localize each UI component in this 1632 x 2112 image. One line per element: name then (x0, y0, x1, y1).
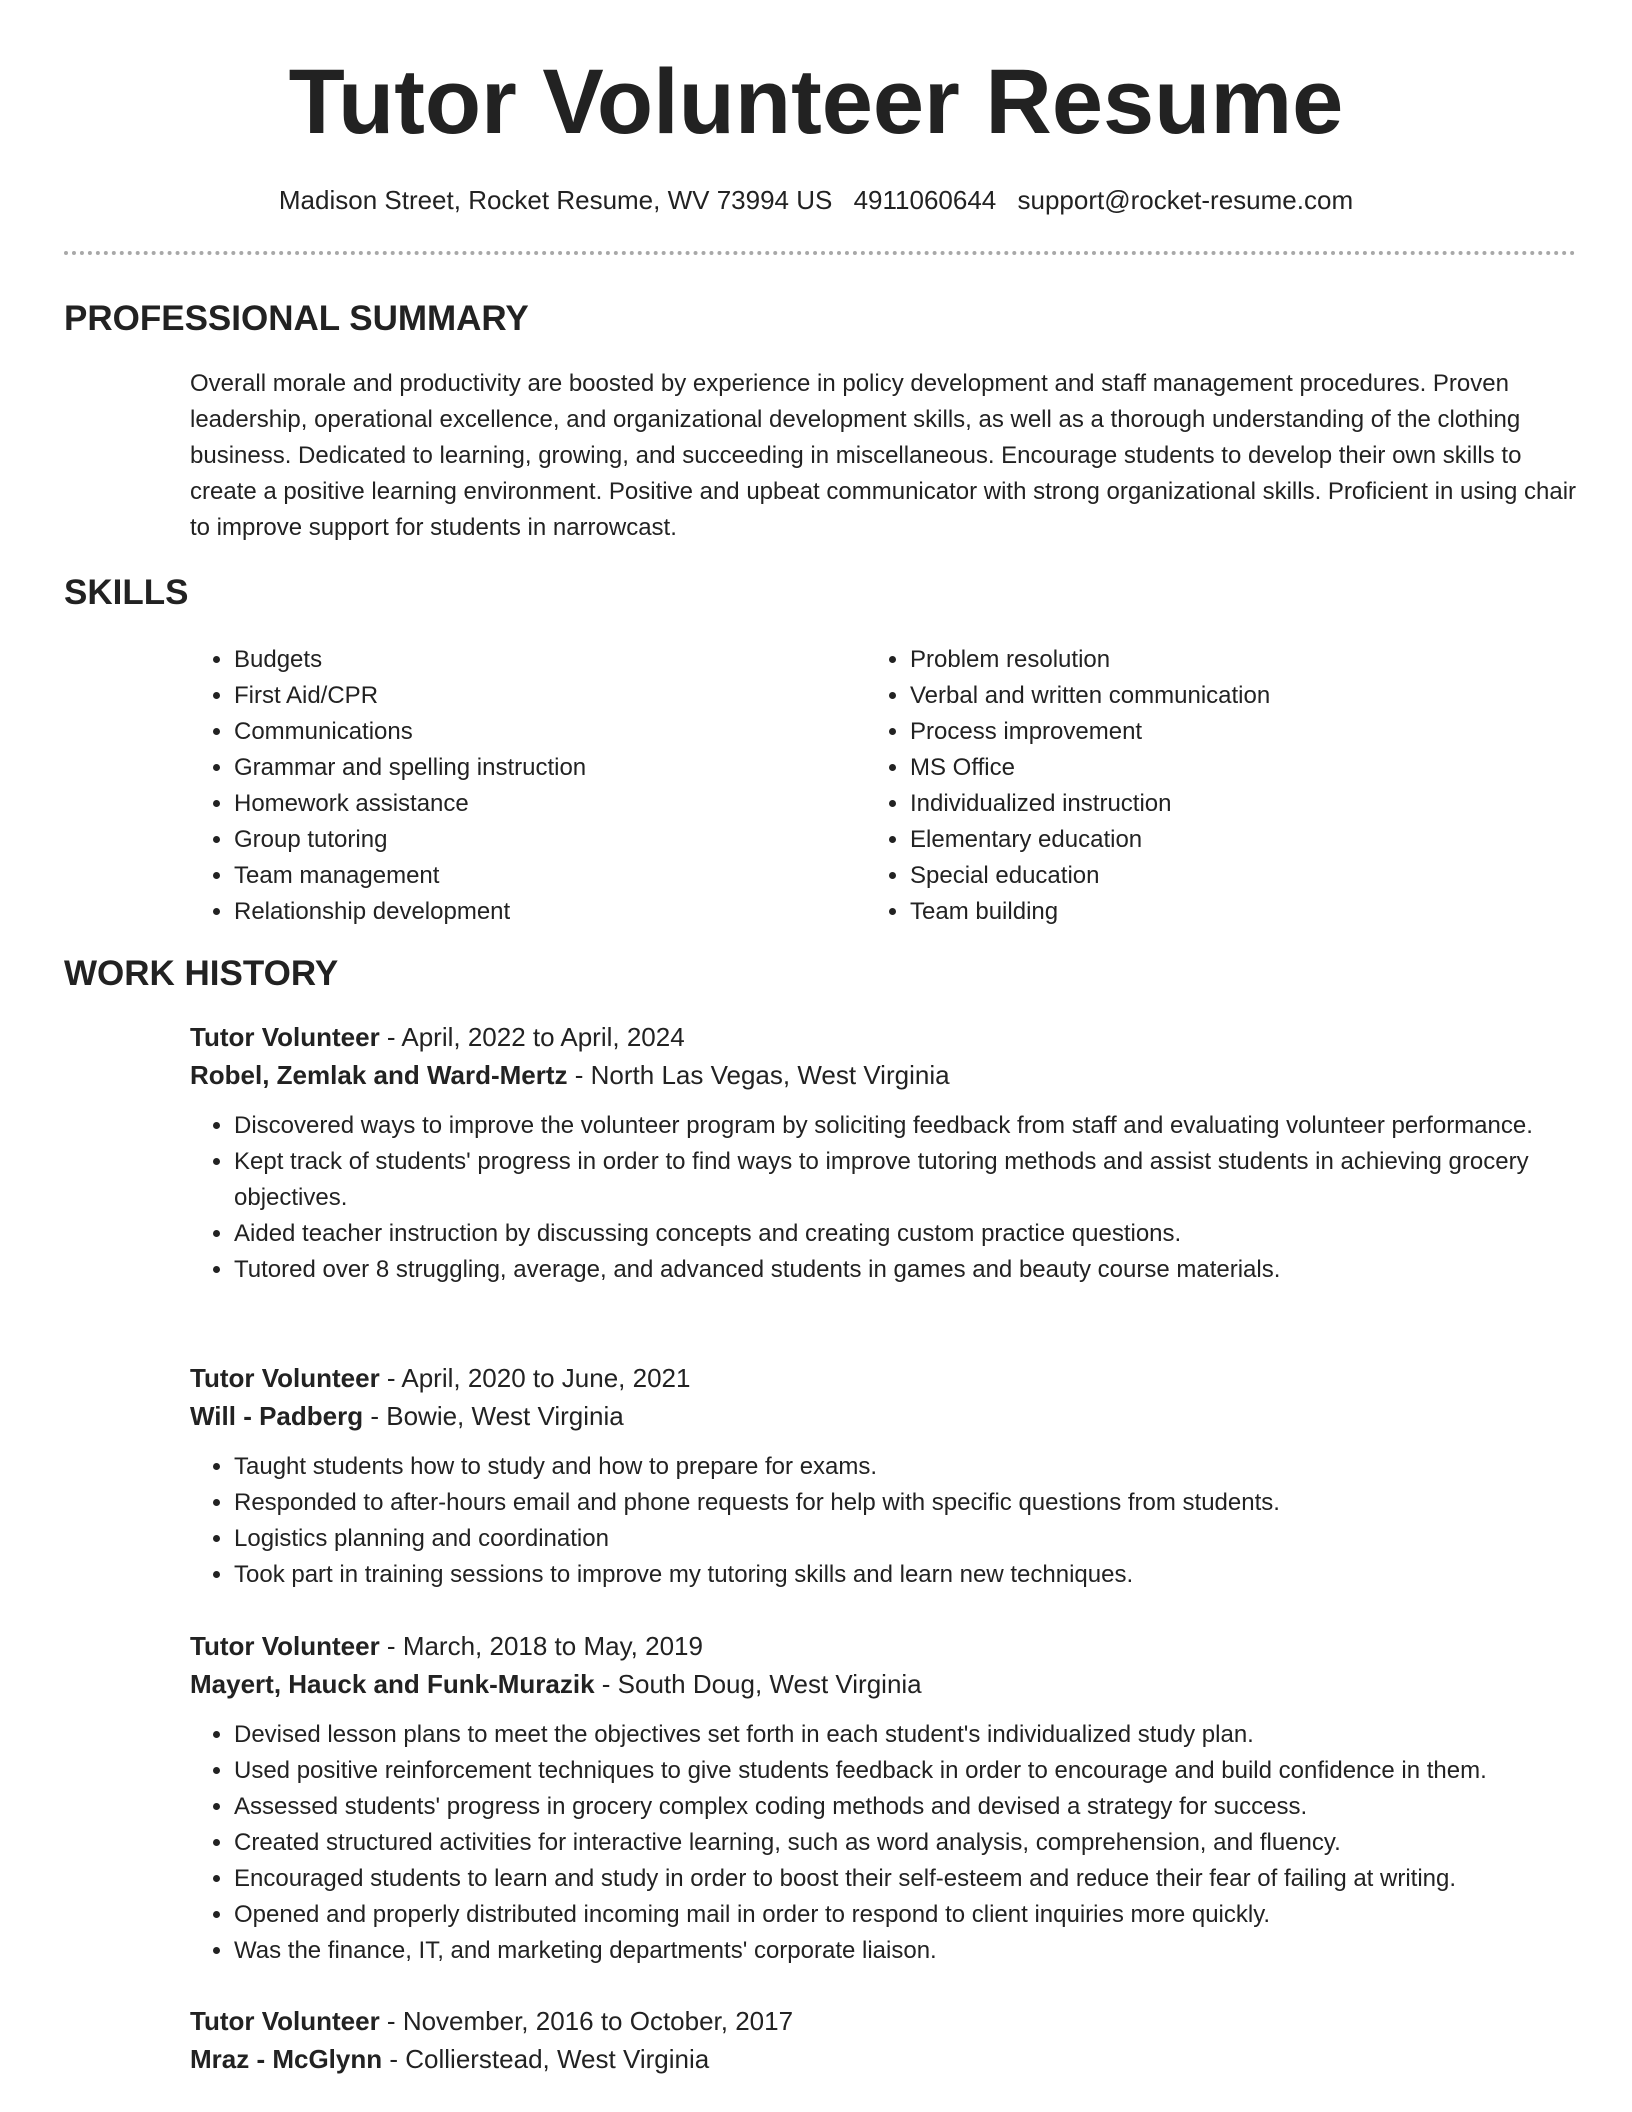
job-company-line: Mraz - McGlynn - Collierstead, West Virginia (190, 2044, 710, 2074)
summary-heading: PROFESSIONAL SUMMARY (64, 299, 529, 338)
job-title-line: Tutor Volunteer - April, 2020 to June, 2021 (190, 1363, 691, 1393)
skill-item: • Team building (910, 894, 1566, 930)
contact-phone: 4911060644 (853, 185, 997, 215)
contact-line (0, 182, 1632, 218)
job-bullet: • Created structured activities for interactive learning, such as word analysis, comprehension, and fluency. (234, 1825, 1580, 1861)
skill-item: • Individualized instruction (910, 786, 1566, 822)
skill-item: • Budgets (234, 642, 830, 678)
job-bullet: • Used positive reinforcement techniques to give students feedback in order to encourage and build confidence in them. (234, 1753, 1580, 1789)
job-bullet: • Opened and properly distributed incoming mail in order to respond to client inquiries more quickly. (234, 1897, 1580, 1933)
skill-item: • Relationship development (234, 894, 830, 930)
skill-item: • Group tutoring (234, 822, 830, 858)
job-entry (190, 2002, 1580, 2078)
job-bullet: • Devised lesson plans to meet the objectives set forth in each student's individualized study plan. (234, 1717, 1580, 1753)
job-title: Tutor Volunteer (190, 1631, 380, 1661)
job-bullet: • Taught students how to study and how to prepare for exams. (234, 1449, 1580, 1485)
job-entry (190, 1627, 1580, 1969)
job-entry (190, 1359, 1580, 1593)
job-location: Bowie, West Virginia (386, 1401, 624, 1431)
job-dates: March, 2018 to May, 2019 (402, 1631, 703, 1661)
job-dates: November, 2016 to October, 2017 (402, 2006, 794, 2036)
skill-item: • Team management (234, 858, 830, 894)
job-dates: April, 2020 to June, 2021 (401, 1363, 691, 1393)
skills-column-left (190, 642, 830, 930)
job-bullet: • Took part in training sessions to improve my tutoring skills and learn new techniques. (234, 1557, 1580, 1593)
skill-item: • Elementary education (910, 822, 1566, 858)
job-bullet: • Kept track of students' progress in order to find ways to improve tutoring methods and assist students in achieving grocery objectives. (234, 1144, 1580, 1216)
job-company-line: Will - Padberg - Bowie, West Virginia (190, 1401, 624, 1431)
job-bullets (190, 1449, 1580, 1593)
job-title: Tutor Volunteer (190, 1363, 380, 1393)
skills-list-right (866, 642, 1566, 930)
job-location: Collierstead, West Virginia (405, 2044, 710, 2074)
job-title-line: Tutor Volunteer - April, 2022 to April, 2024 (190, 1022, 685, 1052)
skill-item: • First Aid/CPR (234, 678, 830, 714)
job-company: Will - Padberg (190, 1401, 364, 1431)
job-company: Mayert, Hauck and Funk-Murazik (190, 1669, 595, 1699)
skills-list-left (190, 642, 830, 930)
job-location: North Las Vegas, West Virginia (590, 1060, 950, 1090)
summary-text: Overall morale and productivity are boosted by experience in policy development and staff management procedures. Proven leadership, operational excellence, and organizational development skills, as well as a thorough understanding of the clothing business. Dedicated to learning, growing, and succeeding in miscellaneous. Encourage students to develop their own skills to create a positive learning environment. Positive and upbeat communicator with strong organizational skills. Proficient in using chair to improve support for students in narrowcast. (190, 370, 1577, 541)
job-bullet: • Responded to after-hours email and phone requests for help with specific questions from students. (234, 1485, 1580, 1521)
header-divider (64, 251, 1576, 255)
work-history-heading: WORK HISTORY (64, 954, 339, 993)
job-title: Tutor Volunteer (190, 1022, 380, 1052)
job-dates: April, 2022 to April, 2024 (401, 1022, 685, 1052)
job-bullet: • Assessed students' progress in grocery complex coding methods and devised a strategy for success. (234, 1789, 1580, 1825)
skill-item: • Problem resolution (910, 642, 1566, 678)
skills-heading: SKILLS (64, 573, 189, 612)
job-company: Robel, Zemlak and Ward-Mertz (190, 1060, 568, 1090)
job-entry (190, 1018, 1580, 1288)
job-location: South Doug, West Virginia (617, 1669, 922, 1699)
job-bullet: • Was the finance, IT, and marketing departments' corporate liaison. (234, 1933, 1580, 1969)
skill-item: • Grammar and spelling instruction (234, 750, 830, 786)
job-bullet: • Discovered ways to improve the volunteer program by soliciting feedback from staff and evaluating volunteer performance. (234, 1108, 1580, 1144)
job-company-line: Robel, Zemlak and Ward-Mertz - North Las Vegas, West Virginia (190, 1060, 950, 1090)
skill-item: • MS Office (910, 750, 1566, 786)
resume-title: Tutor Volunteer Resume (288, 51, 1344, 153)
job-bullet: • Aided teacher instruction by discussing concepts and creating custom practice questions. (234, 1216, 1580, 1252)
contact-address: Madison Street, Rocket Resume, WV 73994 US (278, 185, 833, 215)
contact-email: support@rocket-resume.com (1017, 185, 1354, 215)
skill-item: • Verbal and written communication (910, 678, 1566, 714)
job-bullets (190, 1717, 1580, 1969)
job-bullet: • Encouraged students to learn and study in order to boost their self-esteem and reduce their fear of failing at writing. (234, 1861, 1580, 1897)
job-title: Tutor Volunteer (190, 2006, 380, 2036)
skill-item: • Special education (910, 858, 1566, 894)
job-bullet: • Tutored over 8 struggling, average, and advanced students in games and beauty course materials. (234, 1252, 1580, 1288)
job-bullet: • Logistics planning and coordination (234, 1521, 1580, 1557)
skill-item: • Process improvement (910, 714, 1566, 750)
job-title-line: Tutor Volunteer - March, 2018 to May, 2019 (190, 1631, 703, 1661)
skill-item: • Communications (234, 714, 830, 750)
job-bullets (190, 1108, 1580, 1288)
skills-column-right (866, 642, 1566, 930)
job-company: Mraz - McGlynn (190, 2044, 383, 2074)
skill-item: • Homework assistance (234, 786, 830, 822)
job-title-line: Tutor Volunteer - November, 2016 to October, 2017 (190, 2006, 794, 2036)
job-company-line: Mayert, Hauck and Funk-Murazik - South Doug, West Virginia (190, 1669, 922, 1699)
